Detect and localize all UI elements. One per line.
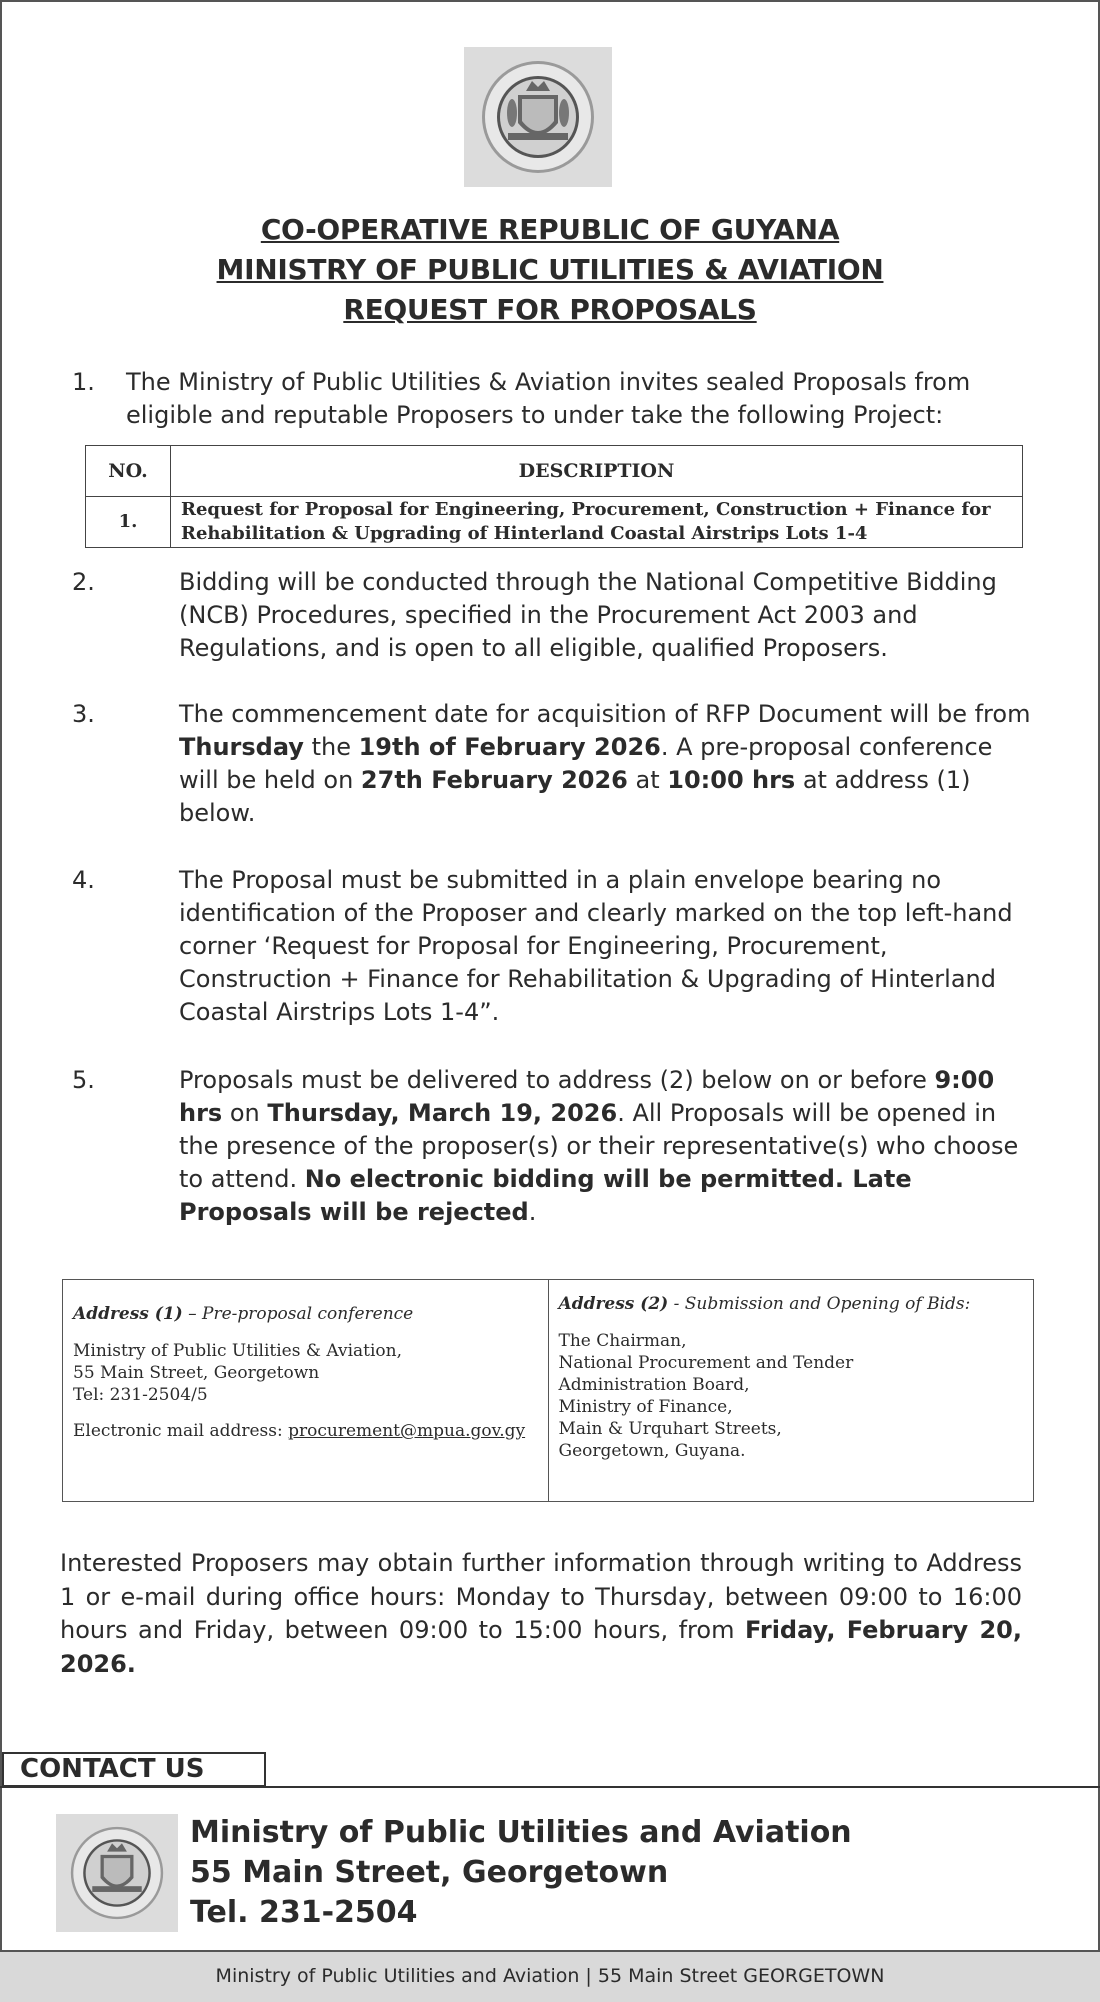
table-row bbox=[86, 497, 1023, 548]
contact-name: Ministry of Public Utilities and Aviation bbox=[190, 1815, 852, 1850]
title-ministry: MINISTRY OF PUBLIC UTILITIES & AVIATION bbox=[216, 253, 884, 286]
project-table bbox=[85, 445, 1023, 548]
paragraph-4 bbox=[72, 864, 1032, 1029]
ministry-seal bbox=[464, 47, 612, 187]
address-2-line: Georgetown, Guyana. bbox=[558, 1441, 746, 1461]
col-description-header: DESCRIPTION bbox=[171, 446, 1023, 497]
address-table bbox=[62, 1279, 1034, 1502]
paragraph-3 bbox=[72, 698, 1032, 830]
contact-seal bbox=[56, 1814, 178, 1932]
address-2-line: Administration Board, bbox=[558, 1375, 750, 1395]
header-titles bbox=[0, 210, 1100, 330]
address-1-cell bbox=[63, 1280, 549, 1502]
address-2-line: National Procurement and Tender bbox=[558, 1353, 854, 1373]
further-information: Interested Proposers may obtain further information through writing to Address 1 or e-mail during office hours: Monday to Thursday, between 09:00 to 16:00 hours and Friday, between 09:00 to 15:00 hours, from Friday, February 20, 2026. bbox=[60, 1549, 1022, 1678]
title-republic: CO-OPERATIVE REPUBLIC OF GUYANA bbox=[260, 213, 840, 246]
address-1-line: Ministry of Public Utilities & Aviation, bbox=[73, 1341, 403, 1361]
contact-us-heading: CONTACT US bbox=[2, 1752, 266, 1787]
paragraph-number: 4. bbox=[72, 866, 95, 894]
address-2-cell bbox=[548, 1280, 1034, 1502]
paragraph-5 bbox=[72, 1064, 1032, 1229]
paragraph-2 bbox=[72, 566, 1032, 665]
paragraph-text: Proposals must be delivered to address (2) below on or before 9:00 hrs on Thursday, March 19, 2026. All Proposals will be opened in the presence of the proposer(s) or their representative(s) who choose to attend. No electronic bidding will be permitted. Late Proposals will be rejected. bbox=[179, 1066, 1019, 1226]
email-line: Electronic mail address: procurement@mpua.gov.gy bbox=[73, 1421, 526, 1441]
title-rfp: REQUEST FOR PROPOSALS bbox=[343, 293, 757, 326]
email-link[interactable]: procurement@mpua.gov.gy bbox=[288, 1421, 526, 1441]
col-no-header: NO. bbox=[86, 446, 171, 497]
address-2-line: Ministry of Finance, bbox=[558, 1397, 733, 1417]
paragraph-text: The commencement date for acquisition of RFP Document will be from Thursday the 19th of February 2026. A pre-proposal conference will be held on 27th February 2026 at 10:00 hrs at address (1) below. bbox=[179, 700, 1031, 827]
paragraph-text: Bidding will be conducted through the National Competitive Bidding (NCB) Procedures, specified in the Procurement Act 2003 and Regulations, and is open to all eligible, qualified Proposers. bbox=[179, 568, 997, 662]
seal-icon bbox=[464, 47, 612, 187]
seal-icon bbox=[56, 1814, 178, 1932]
row-number: 1. bbox=[86, 497, 171, 548]
divider bbox=[0, 1786, 1100, 1788]
address-1-heading: Address (1) – Pre-proposal conference bbox=[73, 1304, 414, 1324]
address-1-line: 55 Main Street, Georgetown bbox=[73, 1363, 320, 1383]
row-description: Request for Proposal for Engineering, Procurement, Construction + Finance for Rehabilitation & Upgrading of Hinterland Coastal Airstrips Lots 1-4 bbox=[171, 497, 1023, 548]
address-1-tel: Tel: 231-2504/5 bbox=[73, 1385, 208, 1405]
contact-street: 55 Main Street, Georgetown bbox=[190, 1855, 669, 1890]
table-header-row bbox=[86, 446, 1023, 497]
paragraph-number: 2. bbox=[72, 568, 95, 596]
paragraph-text: The Proposal must be submitted in a plain envelope bearing no identification of the Proposer and clearly marked on the top left-hand corner ‘Request for Proposal for Engineering, Procurement, Construction + Finance for Rehabilitation & Upgrading of Hinterland Coastal Airstrips Lots 1-4”. bbox=[179, 866, 1013, 1026]
paragraph-number: 5. bbox=[72, 1066, 95, 1094]
footer-bar: Ministry of Public Utilities and Aviation | 55 Main Street GEORGETOWN bbox=[0, 1950, 1100, 2002]
address-2-heading: Address (2) - Submission and Opening of Bids: bbox=[558, 1294, 971, 1314]
paragraph-number: 1. bbox=[72, 368, 95, 396]
contact-info bbox=[190, 1813, 852, 1933]
paragraph-number: 3. bbox=[72, 700, 95, 728]
contact-tel: Tel. 231-2504 bbox=[190, 1895, 418, 1930]
paragraph-1 bbox=[72, 366, 1032, 432]
address-2-line: The Chairman, bbox=[558, 1331, 687, 1351]
address-2-line: Main & Urquhart Streets, bbox=[558, 1419, 782, 1439]
paragraph-text: The Ministry of Public Utilities & Aviation invites sealed Proposals from eligible and reputable Proposers to under take the following Project: bbox=[126, 368, 971, 429]
